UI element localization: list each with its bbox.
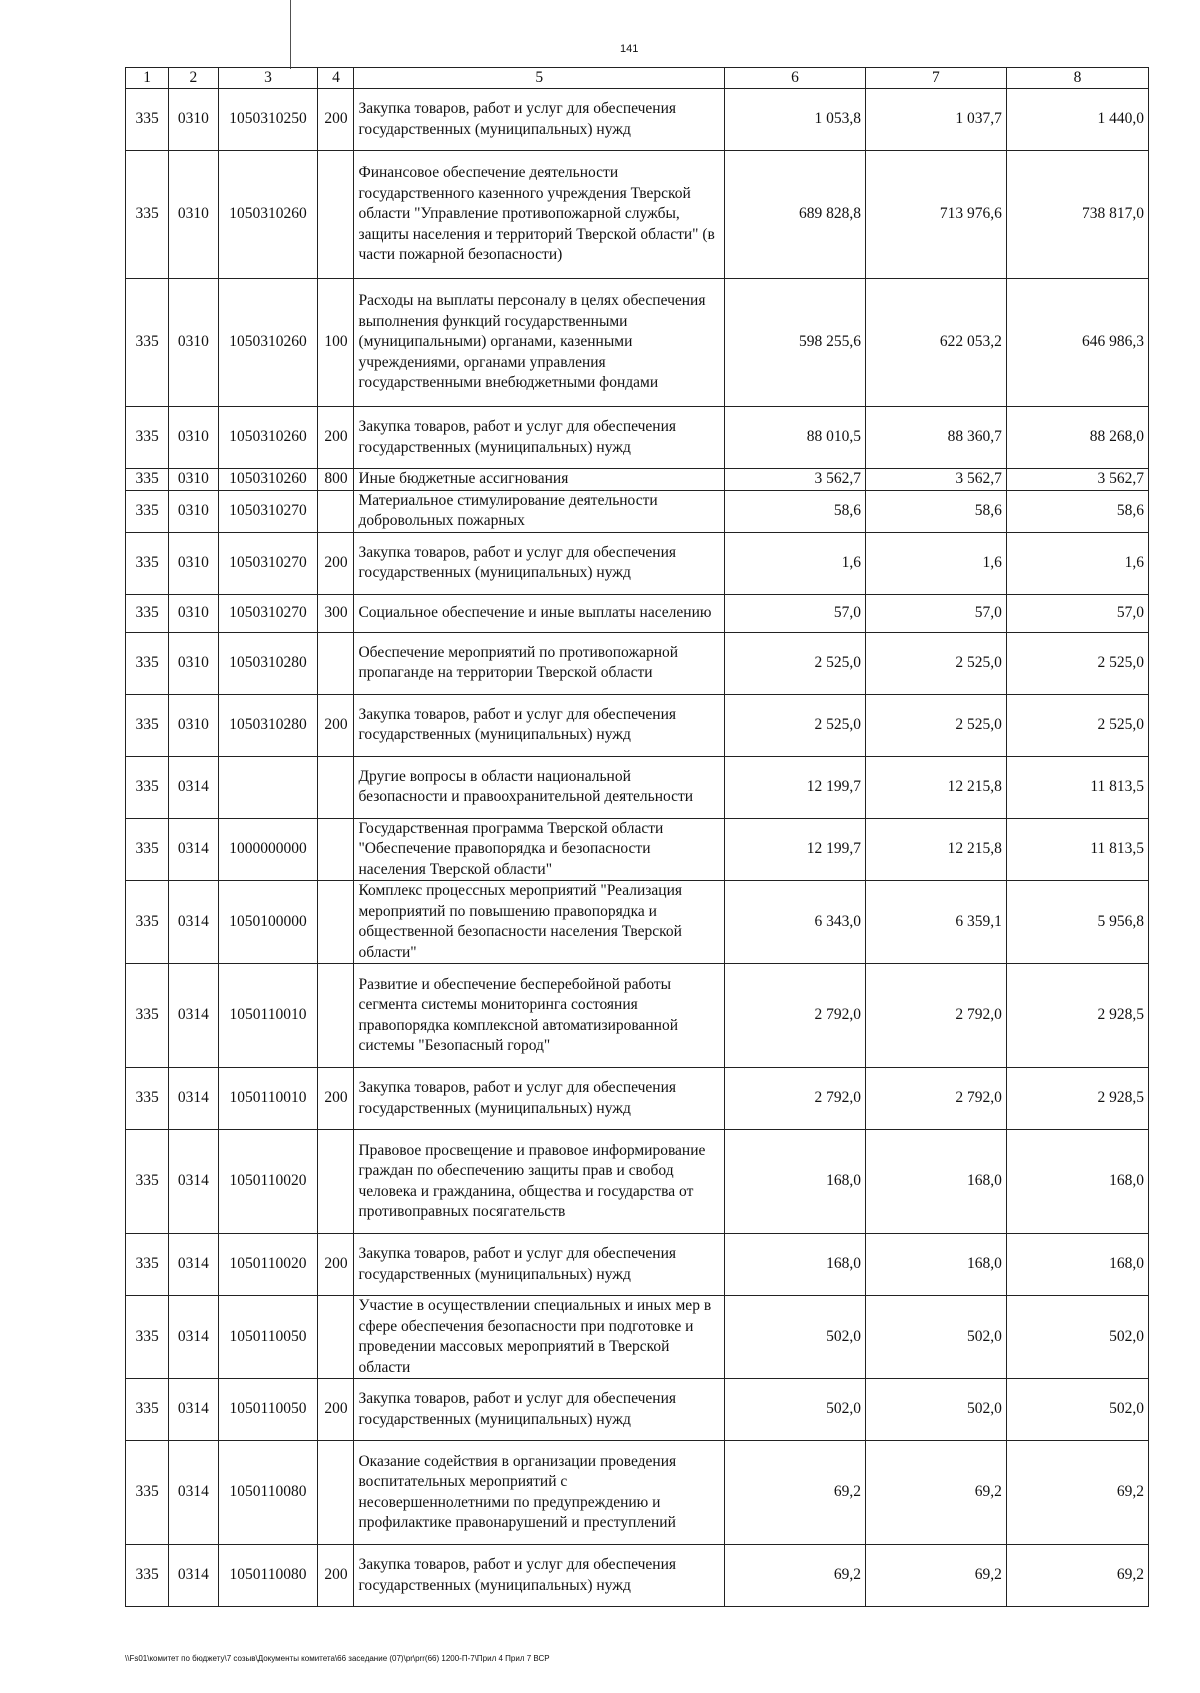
cell-expense-type <box>318 1130 354 1234</box>
cell-target-article: 1050100000 <box>218 881 318 964</box>
cell-amount-2026: 502,0 <box>865 1379 1006 1441</box>
cell-amount-2025: 69,2 <box>724 1545 865 1607</box>
cell-description: Оказание содействия в организации проведения воспитательных мероприятий с несовершеннолетними по предупреждению и профилактике правонарушений и преступлений <box>354 1441 725 1545</box>
cell-section-code: 0314 <box>169 1379 218 1441</box>
cell-amount-2026: 6 359,1 <box>865 881 1006 964</box>
cell-amount-2027: 2 525,0 <box>1006 632 1148 694</box>
cell-description: Обеспечение мероприятий по противопожарной пропаганде на территории Тверской области <box>354 632 725 694</box>
cell-description: Правовое просвещение и правовое информирование граждан по обеспечению защиты прав и свобод человека и гражданина, общества и государства от противоправных посягательств <box>354 1130 725 1234</box>
cell-description: Социальное обеспечение и иные выплаты населению <box>354 594 725 632</box>
table-row <box>126 1545 1149 1607</box>
cell-account-code: 335 <box>126 1296 169 1379</box>
cell-description: Финансовое обеспечение деятельности государственного казенного учреждения Тверской области "Управление противопожарной службы, защиты населения и территорий Тверской области" (в части пожарной безопасности) <box>354 151 725 279</box>
cell-account-code: 335 <box>126 818 169 881</box>
cell-description: Закупка товаров, работ и услуг для обеспечения государственных (муниципальных) нужд <box>354 1545 725 1607</box>
cell-target-article: 1050110010 <box>218 964 318 1068</box>
cell-account-code: 335 <box>126 881 169 964</box>
table-row <box>126 490 1149 532</box>
cell-amount-2026: 622 053,2 <box>865 279 1006 407</box>
cell-target-article: 1050310280 <box>218 632 318 694</box>
cell-amount-2027: 1,6 <box>1006 532 1148 594</box>
cell-amount-2026: 69,2 <box>865 1545 1006 1607</box>
cell-account-code: 335 <box>126 964 169 1068</box>
cell-section-code: 0310 <box>169 632 218 694</box>
cell-account-code: 335 <box>126 1441 169 1545</box>
cell-expense-type <box>318 964 354 1068</box>
cell-amount-2025: 2 792,0 <box>724 964 865 1068</box>
cell-amount-2025: 2 525,0 <box>724 632 865 694</box>
cell-amount-2027: 88 268,0 <box>1006 407 1148 469</box>
cell-amount-2026: 3 562,7 <box>865 469 1006 491</box>
cell-section-code: 0310 <box>169 407 218 469</box>
cell-account-code: 335 <box>126 490 169 532</box>
cell-amount-2025: 12 199,7 <box>724 818 865 881</box>
cell-target-article: 1050310250 <box>218 89 318 151</box>
cell-amount-2025: 168,0 <box>724 1234 865 1296</box>
cell-section-code: 0314 <box>169 1234 218 1296</box>
cell-target-article: 1050310270 <box>218 490 318 532</box>
cell-amount-2026: 168,0 <box>865 1234 1006 1296</box>
table-row <box>126 694 1149 756</box>
page-number: 141 <box>620 43 639 55</box>
table-row <box>126 1234 1149 1296</box>
cell-amount-2027: 168,0 <box>1006 1130 1148 1234</box>
cell-account-code: 335 <box>126 89 169 151</box>
cell-description: Другие вопросы в области национальной безопасности и правоохранительной деятельности <box>354 756 725 818</box>
cell-target-article: 1050310280 <box>218 694 318 756</box>
cell-amount-2027: 2 928,5 <box>1006 964 1148 1068</box>
header-col-8: 8 <box>1006 68 1148 89</box>
table-row <box>126 1379 1149 1441</box>
cell-amount-2027: 502,0 <box>1006 1379 1148 1441</box>
cell-section-code: 0314 <box>169 1441 218 1545</box>
cell-description: Закупка товаров, работ и услуг для обеспечения государственных (муниципальных) нужд <box>354 89 725 151</box>
cell-target-article: 1050110050 <box>218 1296 318 1379</box>
cell-account-code: 335 <box>126 1545 169 1607</box>
cell-amount-2027: 502,0 <box>1006 1296 1148 1379</box>
table-row <box>126 532 1149 594</box>
cell-amount-2027: 1 440,0 <box>1006 89 1148 151</box>
cell-expense-type <box>318 881 354 964</box>
cell-amount-2025: 69,2 <box>724 1441 865 1545</box>
cell-expense-type: 200 <box>318 89 354 151</box>
cell-amount-2026: 1 037,7 <box>865 89 1006 151</box>
cell-amount-2026: 2 792,0 <box>865 964 1006 1068</box>
cell-expense-type <box>318 632 354 694</box>
cell-expense-type: 800 <box>318 469 354 491</box>
cell-expense-type <box>318 756 354 818</box>
cell-account-code: 335 <box>126 756 169 818</box>
cell-account-code: 335 <box>126 1379 169 1441</box>
table-row <box>126 469 1149 491</box>
cell-expense-type: 200 <box>318 1068 354 1130</box>
cell-section-code: 0314 <box>169 1130 218 1234</box>
cell-expense-type: 200 <box>318 1379 354 1441</box>
table-row <box>126 89 1149 151</box>
header-col-1: 1 <box>126 68 169 89</box>
cell-expense-type: 200 <box>318 407 354 469</box>
table-row <box>126 1296 1149 1379</box>
cell-amount-2027: 646 986,3 <box>1006 279 1148 407</box>
cell-target-article: 1050310260 <box>218 151 318 279</box>
cell-amount-2025: 58,6 <box>724 490 865 532</box>
cell-target-article: 1050110010 <box>218 1068 318 1130</box>
cell-target-article: 1050110080 <box>218 1545 318 1607</box>
cell-description: Закупка товаров, работ и услуг для обеспечения государственных (муниципальных) нужд <box>354 1379 725 1441</box>
table-row <box>126 1068 1149 1130</box>
cell-amount-2026: 69,2 <box>865 1441 1006 1545</box>
cell-account-code: 335 <box>126 532 169 594</box>
header-col-4: 4 <box>318 68 354 89</box>
cell-amount-2026: 58,6 <box>865 490 1006 532</box>
cell-expense-type <box>318 151 354 279</box>
cell-amount-2025: 12 199,7 <box>724 756 865 818</box>
cell-section-code: 0310 <box>169 594 218 632</box>
cell-expense-type: 200 <box>318 1545 354 1607</box>
cell-amount-2025: 502,0 <box>724 1379 865 1441</box>
table-row <box>126 279 1149 407</box>
cell-description: Государственная программа Тверской области "Обеспечение правопорядка и безопасности населения Тверской области" <box>354 818 725 881</box>
header-col-6: 6 <box>724 68 865 89</box>
cell-account-code: 335 <box>126 594 169 632</box>
cell-amount-2025: 6 343,0 <box>724 881 865 964</box>
cell-amount-2027: 738 817,0 <box>1006 151 1148 279</box>
cell-amount-2025: 2 525,0 <box>724 694 865 756</box>
cell-target-article <box>218 756 318 818</box>
table-row <box>126 818 1149 881</box>
cell-section-code: 0314 <box>169 1296 218 1379</box>
cell-section-code: 0310 <box>169 279 218 407</box>
cell-amount-2027: 58,6 <box>1006 490 1148 532</box>
cell-amount-2027: 3 562,7 <box>1006 469 1148 491</box>
cell-amount-2026: 2 525,0 <box>865 632 1006 694</box>
header-col-5: 5 <box>354 68 725 89</box>
table-body <box>126 89 1149 1607</box>
cell-section-code: 0310 <box>169 89 218 151</box>
cell-target-article: 1050110080 <box>218 1441 318 1545</box>
cell-amount-2027: 57,0 <box>1006 594 1148 632</box>
cell-amount-2027: 2 928,5 <box>1006 1068 1148 1130</box>
cell-section-code: 0314 <box>169 756 218 818</box>
cell-expense-type <box>318 1441 354 1545</box>
cell-account-code: 335 <box>126 694 169 756</box>
cell-amount-2026: 713 976,6 <box>865 151 1006 279</box>
cell-account-code: 335 <box>126 632 169 694</box>
cell-amount-2026: 88 360,7 <box>865 407 1006 469</box>
header-col-2: 2 <box>169 68 218 89</box>
cell-description: Материальное стимулирование деятельности добровольных пожарных <box>354 490 725 532</box>
cell-section-code: 0314 <box>169 818 218 881</box>
cell-target-article: 1050310270 <box>218 594 318 632</box>
cell-amount-2026: 2 525,0 <box>865 694 1006 756</box>
cell-account-code: 335 <box>126 279 169 407</box>
table-row <box>126 1441 1149 1545</box>
cell-description: Закупка товаров, работ и услуг для обеспечения государственных (муниципальных) нужд <box>354 532 725 594</box>
cell-amount-2026: 1,6 <box>865 532 1006 594</box>
cell-section-code: 0314 <box>169 881 218 964</box>
cell-section-code: 0314 <box>169 1545 218 1607</box>
cell-target-article: 1050310260 <box>218 407 318 469</box>
cell-account-code: 335 <box>126 151 169 279</box>
cell-target-article: 1000000000 <box>218 818 318 881</box>
header-col-3: 3 <box>218 68 318 89</box>
table-row <box>126 881 1149 964</box>
cell-section-code: 0310 <box>169 151 218 279</box>
cell-account-code: 335 <box>126 407 169 469</box>
cell-amount-2027: 11 813,5 <box>1006 818 1148 881</box>
fold-line <box>290 0 291 69</box>
cell-amount-2027: 168,0 <box>1006 1234 1148 1296</box>
cell-description: Развитие и обеспечение бесперебойной работы сегмента системы мониторинга состояния правопорядка комплексной автоматизированной системы "Безопасный город" <box>354 964 725 1068</box>
table-row <box>126 756 1149 818</box>
cell-description: Иные бюджетные ассигнования <box>354 469 725 491</box>
table-row <box>126 1130 1149 1234</box>
cell-amount-2025: 3 562,7 <box>724 469 865 491</box>
cell-amount-2025: 2 792,0 <box>724 1068 865 1130</box>
cell-amount-2026: 12 215,8 <box>865 818 1006 881</box>
cell-amount-2027: 69,2 <box>1006 1441 1148 1545</box>
cell-expense-type <box>318 490 354 532</box>
cell-account-code: 335 <box>126 1068 169 1130</box>
cell-amount-2026: 2 792,0 <box>865 1068 1006 1130</box>
cell-amount-2025: 689 828,8 <box>724 151 865 279</box>
budget-table <box>125 67 1149 1607</box>
cell-amount-2027: 11 813,5 <box>1006 756 1148 818</box>
cell-account-code: 335 <box>126 1234 169 1296</box>
cell-amount-2025: 168,0 <box>724 1130 865 1234</box>
cell-description: Закупка товаров, работ и услуг для обеспечения государственных (муниципальных) нужд <box>354 1068 725 1130</box>
cell-target-article: 1050110020 <box>218 1130 318 1234</box>
table-row <box>126 594 1149 632</box>
header-col-7: 7 <box>865 68 1006 89</box>
cell-section-code: 0314 <box>169 964 218 1068</box>
file-path: \\Fs01\комитет по бюджету\7 созыв\Документы комитета\66 заседание (07)\pr\prr(66) 1200-П-7\Прил 4 Прил 7 ВСР <box>125 1654 550 1663</box>
cell-description: Закупка товаров, работ и услуг для обеспечения государственных (муниципальных) нужд <box>354 694 725 756</box>
table-row <box>126 964 1149 1068</box>
cell-section-code: 0310 <box>169 490 218 532</box>
cell-target-article: 1050310270 <box>218 532 318 594</box>
cell-amount-2025: 1,6 <box>724 532 865 594</box>
cell-description: Закупка товаров, работ и услуг для обеспечения государственных (муниципальных) нужд <box>354 407 725 469</box>
cell-expense-type <box>318 1296 354 1379</box>
cell-account-code: 335 <box>126 1130 169 1234</box>
table-header-row <box>126 68 1149 89</box>
cell-target-article: 1050110050 <box>218 1379 318 1441</box>
cell-amount-2025: 88 010,5 <box>724 407 865 469</box>
cell-expense-type: 200 <box>318 1234 354 1296</box>
cell-target-article: 1050310260 <box>218 469 318 491</box>
cell-expense-type: 200 <box>318 532 354 594</box>
cell-expense-type: 100 <box>318 279 354 407</box>
cell-expense-type <box>318 818 354 881</box>
cell-amount-2026: 57,0 <box>865 594 1006 632</box>
cell-expense-type: 300 <box>318 594 354 632</box>
cell-amount-2025: 598 255,6 <box>724 279 865 407</box>
cell-description: Комплекс процессных мероприятий "Реализация мероприятий по повышению правопорядка и общественной безопасности населения Тверской области" <box>354 881 725 964</box>
cell-section-code: 0310 <box>169 694 218 756</box>
cell-target-article: 1050310260 <box>218 279 318 407</box>
table-row <box>126 151 1149 279</box>
cell-section-code: 0314 <box>169 1068 218 1130</box>
cell-amount-2026: 168,0 <box>865 1130 1006 1234</box>
cell-expense-type: 200 <box>318 694 354 756</box>
cell-section-code: 0310 <box>169 469 218 491</box>
table-row <box>126 632 1149 694</box>
cell-amount-2025: 57,0 <box>724 594 865 632</box>
cell-account-code: 335 <box>126 469 169 491</box>
cell-description: Участие в осуществлении специальных и иных мер в сфере обеспечения безопасности при подготовке и проведении массовых мероприятий в Тверской области <box>354 1296 725 1379</box>
cell-section-code: 0310 <box>169 532 218 594</box>
cell-amount-2025: 502,0 <box>724 1296 865 1379</box>
cell-target-article: 1050110020 <box>218 1234 318 1296</box>
cell-amount-2027: 69,2 <box>1006 1545 1148 1607</box>
cell-amount-2027: 5 956,8 <box>1006 881 1148 964</box>
cell-amount-2026: 12 215,8 <box>865 756 1006 818</box>
cell-amount-2026: 502,0 <box>865 1296 1006 1379</box>
cell-description: Закупка товаров, работ и услуг для обеспечения государственных (муниципальных) нужд <box>354 1234 725 1296</box>
cell-description: Расходы на выплаты персоналу в целях обеспечения выполнения функций государственными (муниципальными) органами, казенными учреждениями, органами управления государственными внебюджетными фондами <box>354 279 725 407</box>
cell-amount-2027: 2 525,0 <box>1006 694 1148 756</box>
cell-amount-2025: 1 053,8 <box>724 89 865 151</box>
table-row <box>126 407 1149 469</box>
